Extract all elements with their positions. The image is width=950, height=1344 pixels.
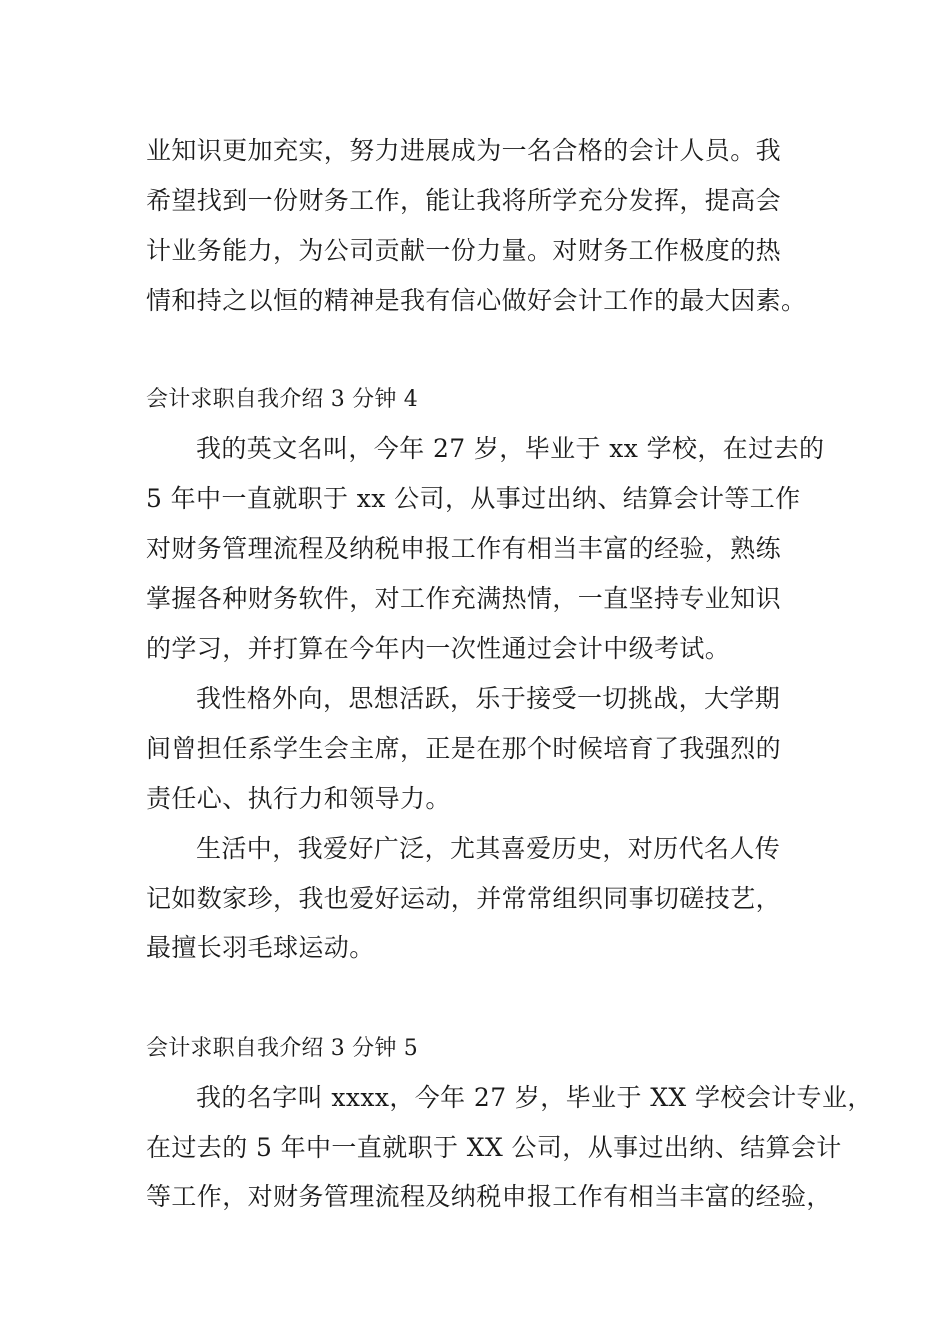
text-line: 对财务管理流程及纳税申报工作有相当丰富的经验，熟练 <box>146 534 782 563</box>
text-line: 记如数家珍，我也爱好运动，并常常组织同事切磋技艺， <box>146 884 782 913</box>
section-heading: 会计求职自我介绍 3 分钟 4 <box>146 387 418 412</box>
section-heading: 会计求职自我介绍 3 分钟 5 <box>146 1036 418 1061</box>
text-line: 生活中，我爱好广泛，尤其喜爱历史，对历代名人传 <box>196 834 781 863</box>
text-line: 最擅长羽毛球运动。 <box>146 933 375 962</box>
text-line: 掌握各种财务软件，对工作充满热情，一直坚持专业知识 <box>146 584 782 613</box>
text-line: 间曾担任系学生会主席，正是在那个时候培育了我强烈的 <box>146 734 782 763</box>
text-line: 我的名字叫 xxxx，今年 27 岁，毕业于 XX 学校会计专业， <box>196 1083 873 1112</box>
text-line: 希望找到一份财务工作，能让我将所学充分发挥，提高会 <box>146 186 782 215</box>
text-line: 等工作，对财务管理流程及纳税申报工作有相当丰富的经验， <box>146 1182 832 1211</box>
text-line: 情和持之以恒的精神是我有信心做好会计工作的最大因素。 <box>146 286 807 315</box>
text-line: 的学习，并打算在今年内一次性通过会计中级考试。 <box>146 634 731 663</box>
text-line: 5 年中一直就职于 xx 公司，从事过出纳、结算会计等工作 <box>146 484 801 513</box>
text-line: 我性格外向，思想活跃，乐于接受一切挑战，大学期 <box>196 684 781 713</box>
text-line: 责任心、执行力和领导力。 <box>146 784 451 813</box>
text-line: 业知识更加充实，努力进展成为一名合格的会计人员。我 <box>146 136 782 165</box>
text-line: 在过去的 5 年中一直就职于 XX 公司，从事过出纳、结算会计 <box>146 1133 842 1162</box>
text-line: 我的英文名叫，今年 27 岁，毕业于 xx 学校，在过去的 <box>196 434 825 463</box>
text-line: 计业务能力，为公司贡献一份力量。对财务工作极度的热 <box>146 236 782 265</box>
